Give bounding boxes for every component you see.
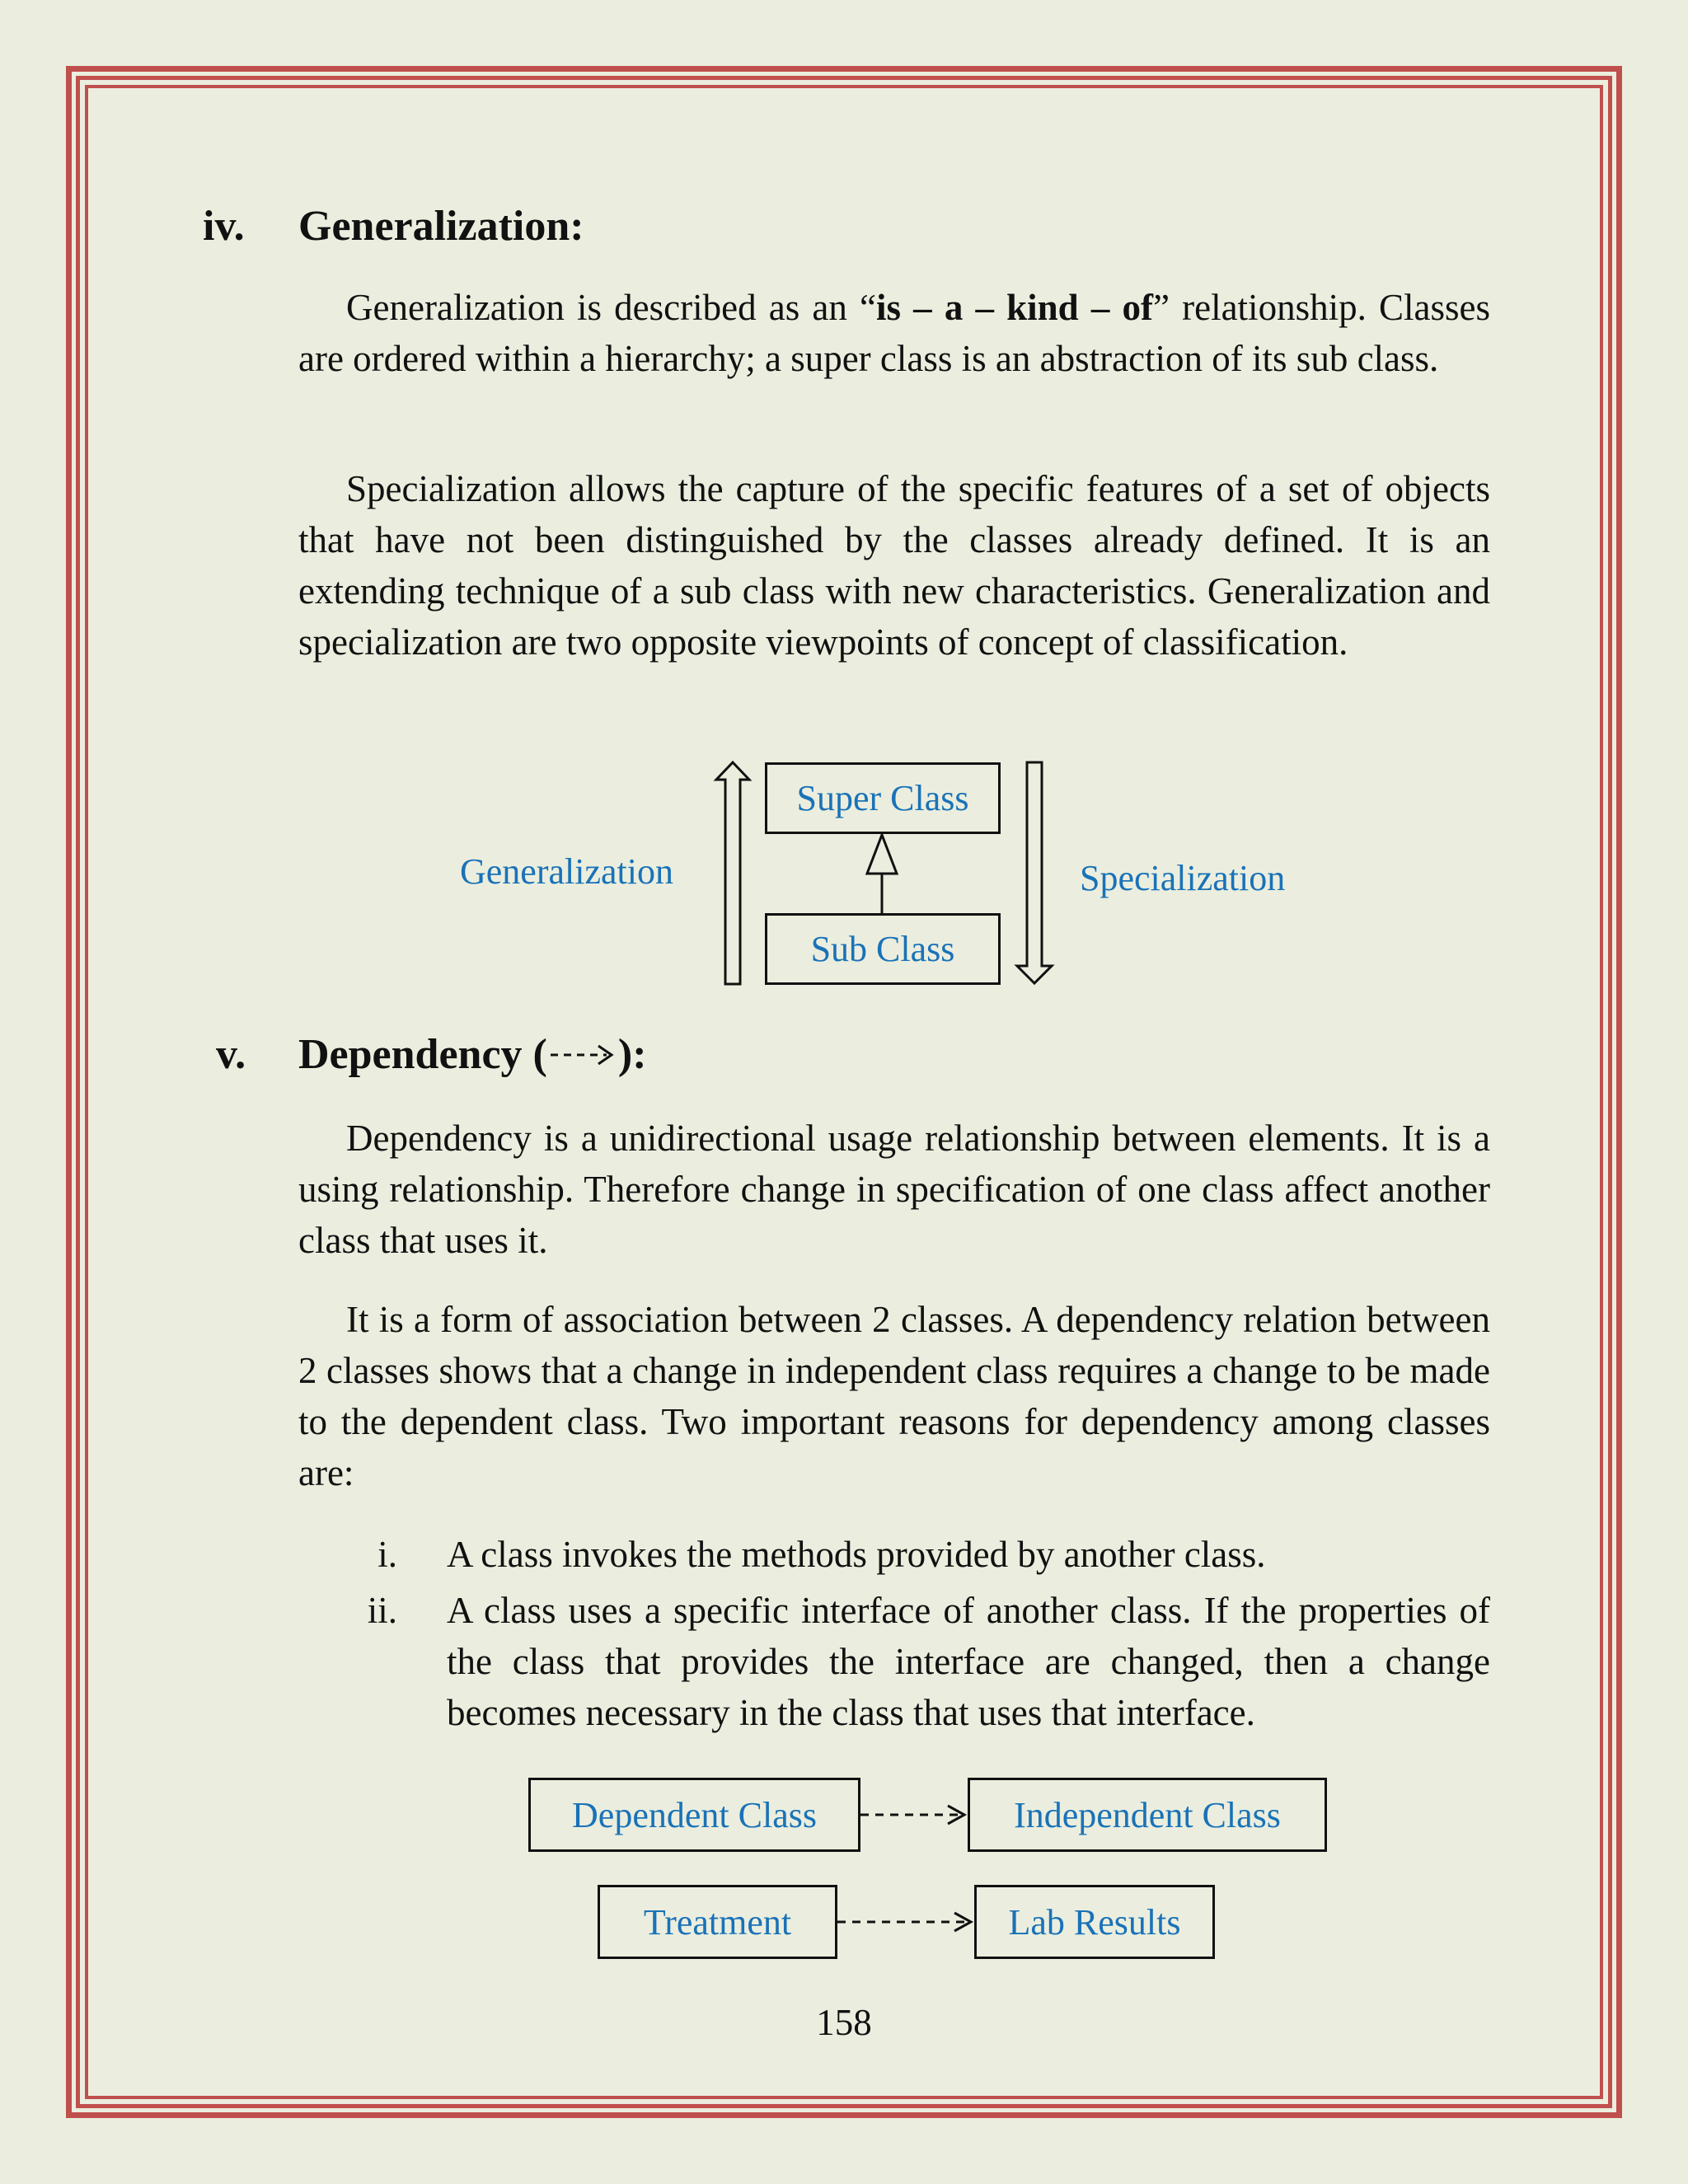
specialization-down-arrow bbox=[1017, 762, 1052, 983]
dependency-title-text: Dependency ( bbox=[298, 1031, 547, 1078]
p1-bold-phrase: is – a – kind – of bbox=[876, 287, 1153, 328]
list-item-text: A class invokes the methods provided by another class. bbox=[447, 1534, 1266, 1575]
treatment-box: Treatment bbox=[598, 1885, 837, 1959]
list-item-text: A class uses a specific interface of another class. If the properties of the class that provides the interface are changed, then a change becomes necessary in the class that uses that interface. bbox=[447, 1590, 1490, 1733]
dependency-paragraph-2: It is a form of association between 2 classes. A dependency relation between 2 classes shows that a change in independent class requires a change to be made to the dependent class. Two important reasons for dependency among classes are: bbox=[298, 1299, 1490, 1493]
inheritance-triangle bbox=[867, 835, 897, 874]
generalization-up-arrow bbox=[716, 762, 749, 984]
dashed-arrow-icon bbox=[547, 1038, 618, 1071]
super-class-box: Super Class bbox=[765, 762, 1001, 834]
dependency-title-end: ): bbox=[617, 1031, 647, 1078]
independent-class-box: Independent Class bbox=[968, 1778, 1327, 1852]
generalization-paragraph-2: Specialization allows the capture of the specific features of a set of objects that have not been distinguished by the classes already defined. It is an extending technique of a sub class with new characteristics. Generalization and specialization are two opposite viewpoints of concept of classification. bbox=[298, 468, 1490, 663]
dependent-class-box: Dependent Class bbox=[528, 1778, 860, 1852]
generalization-label: Generalization bbox=[460, 851, 673, 892]
page-number: 158 bbox=[816, 2002, 872, 2043]
section-title bbox=[298, 1030, 647, 1080]
list-marker: ii. bbox=[367, 1590, 397, 1631]
section-number: v. bbox=[216, 1031, 246, 1078]
section-title: Generalization: bbox=[298, 203, 584, 250]
p1-text-end: ” relationship. Classes are ordered within a hierarchy; a super class is an abstraction of its sub class. bbox=[298, 287, 1490, 379]
p1-text-start: Generalization is described as an “ bbox=[346, 287, 876, 328]
list-marker: i. bbox=[377, 1534, 397, 1575]
dependency-paragraph-1: Dependency is a unidirectional usage relationship between elements. It is a using relationship. Therefore change in specification of one class affect another class that uses it. bbox=[298, 1118, 1490, 1261]
sub-class-box: Sub Class bbox=[765, 913, 1001, 985]
specialization-label: Specialization bbox=[1080, 858, 1286, 898]
section-number: iv. bbox=[203, 203, 245, 250]
lab-results-box: Lab Results bbox=[974, 1885, 1215, 1959]
